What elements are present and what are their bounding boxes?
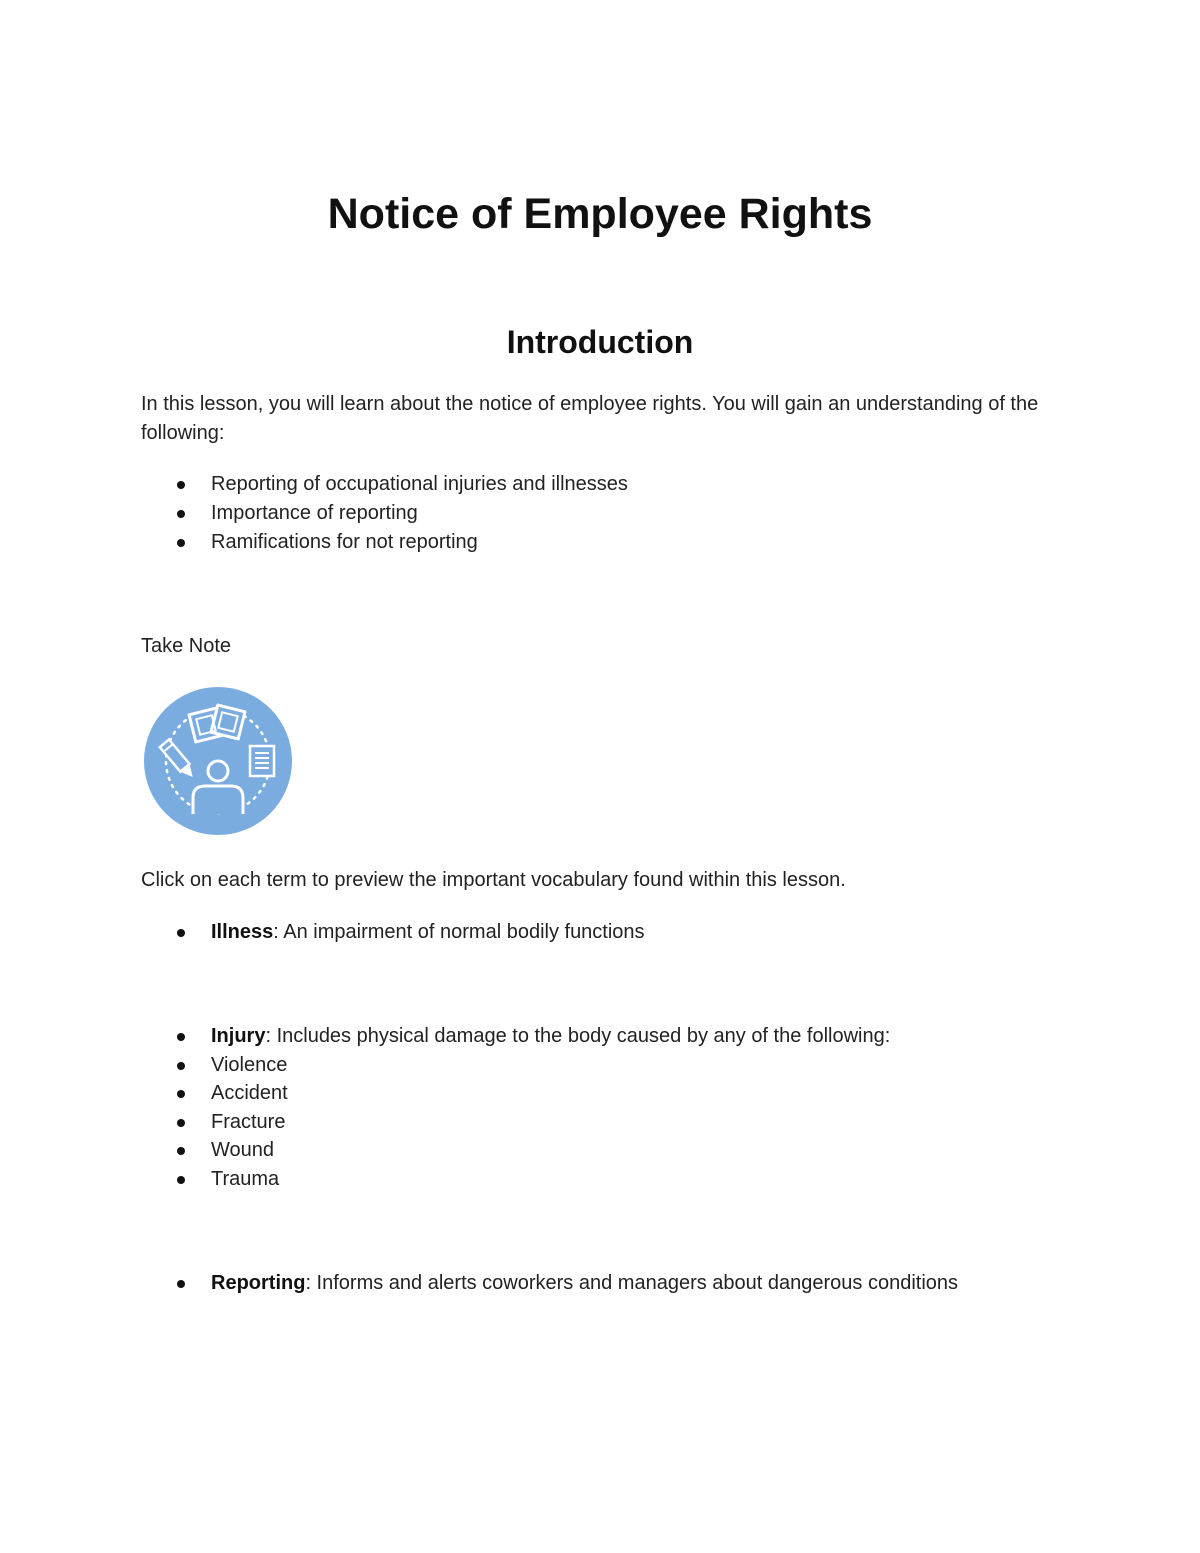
vocabulary-term-illness[interactable] xyxy=(0,918,1100,947)
list-item xyxy=(0,1165,1100,1194)
bullet-icon xyxy=(177,1119,185,1127)
term-label[interactable]: Injury xyxy=(211,1025,266,1047)
take-note-label: Take Note xyxy=(141,635,232,657)
injury-cause: Trauma xyxy=(211,1167,280,1190)
section-heading: Introduction xyxy=(506,324,694,360)
list-item xyxy=(0,1108,1100,1137)
take-note-icon xyxy=(143,686,293,836)
document-title: Notice of Employee Rights xyxy=(327,190,873,238)
term-definition: : An impairment of normal bodily functions xyxy=(273,921,645,943)
bullet-icon xyxy=(177,1147,185,1155)
vocabulary-term-reporting[interactable] xyxy=(0,1269,1100,1298)
objective-text: Importance of reporting xyxy=(211,502,418,524)
bullet-icon xyxy=(177,539,185,547)
list-item xyxy=(0,470,1100,499)
injury-cause: Violence xyxy=(211,1053,288,1076)
bullet-icon xyxy=(177,929,185,937)
vocabulary-injury xyxy=(0,1022,1100,1193)
vocabulary-instruction: Click on each term to preview the important vocabulary found within this lesson. xyxy=(141,869,846,891)
injury-cause: Wound xyxy=(211,1139,275,1161)
term-definition: : Includes physical damage to the body caused by any of the following: xyxy=(265,1025,891,1047)
bullet-icon xyxy=(177,510,185,518)
list-item xyxy=(0,499,1100,528)
bullet-icon xyxy=(177,1090,185,1098)
injury-cause: Accident xyxy=(211,1082,288,1104)
list-item xyxy=(0,1051,1100,1080)
bullet-icon xyxy=(177,1280,185,1288)
objectives-list xyxy=(0,470,1100,557)
intro-paragraph: In this lesson, you will learn about the notice of employee rights. You will gain an understanding of the following: xyxy=(141,393,1039,444)
list-item xyxy=(0,1136,1100,1165)
bullet-icon xyxy=(177,1033,185,1041)
term-label[interactable]: Illness xyxy=(211,921,274,943)
bullet-icon xyxy=(177,481,185,489)
term-definition: : Informs and alerts coworkers and managers about dangerous conditions xyxy=(305,1272,959,1294)
bullet-icon xyxy=(177,1062,185,1070)
list-item xyxy=(0,528,1100,557)
vocabulary-reporting xyxy=(0,1269,1100,1298)
term-label[interactable]: Reporting xyxy=(211,1272,306,1294)
vocabulary-illness xyxy=(0,918,1100,947)
vocabulary-term-injury[interactable] xyxy=(0,1022,1100,1051)
bullet-icon xyxy=(177,1176,185,1184)
injury-cause: Fracture xyxy=(211,1110,286,1133)
list-item xyxy=(0,1079,1100,1108)
objective-text: Reporting of occupational injuries and illnesses xyxy=(211,473,628,495)
objective-text: Ramifications for not reporting xyxy=(211,531,478,553)
